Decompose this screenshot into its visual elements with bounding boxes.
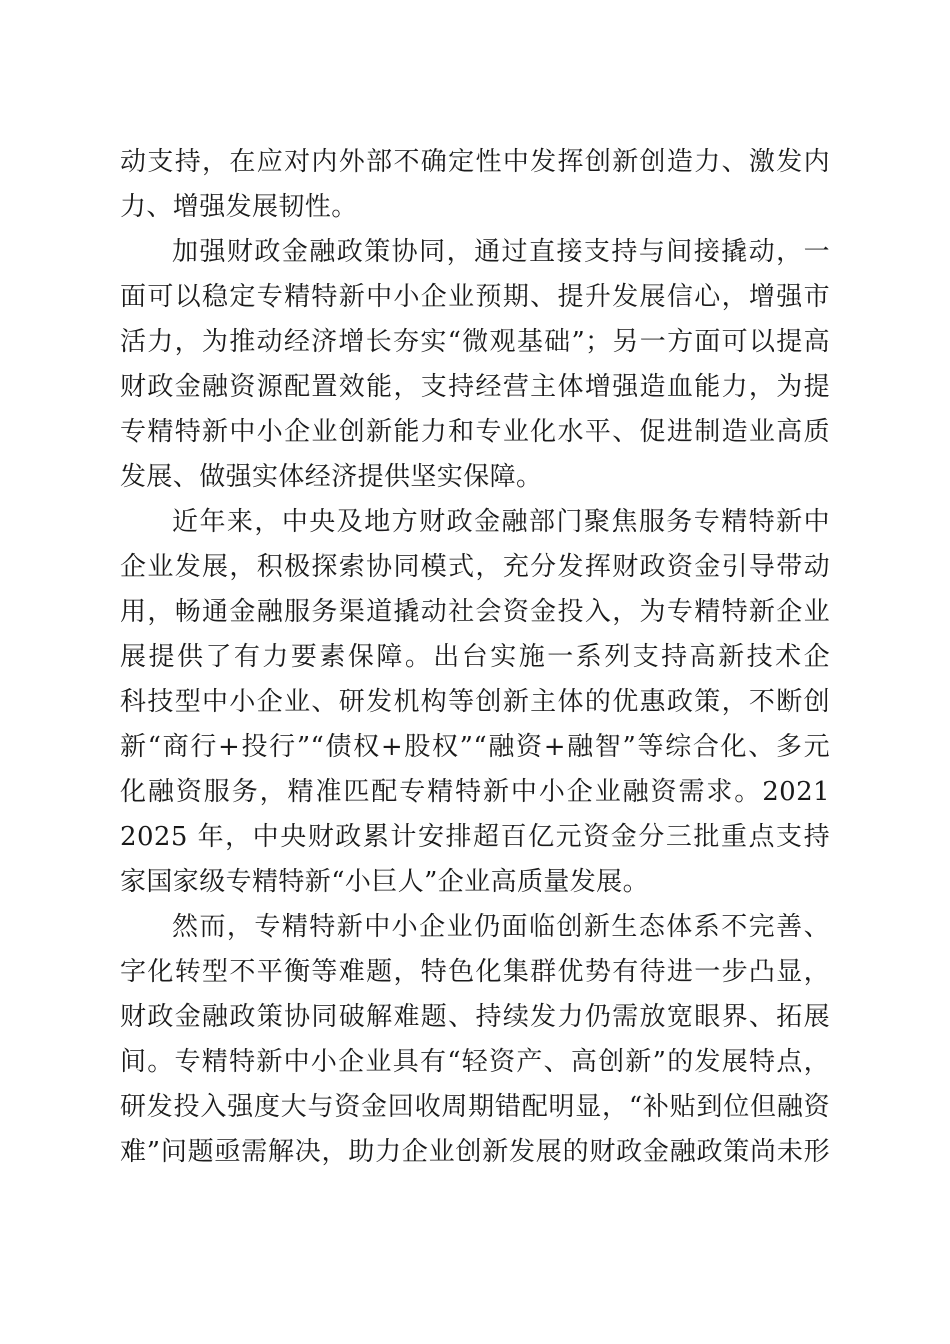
text-line: 难”问题亟需解决，助力企业创新发展的财政金融政策尚未形	[120, 1137, 830, 1167]
text-line: 近年来，中央及地方财政金融部门聚焦服务专精特新中	[172, 507, 830, 537]
text-line: 发展、做强实体经济提供坚实保障。	[120, 462, 543, 492]
text-line: 家国家级专精特新“小巨人”企业高质量发展。	[120, 867, 649, 897]
text-line: 企业发展，积极探索协同模式，充分发挥财政资金引导带动	[120, 552, 830, 582]
text-line: 化融资服务，精准匹配专精特新中小企业融资需求。2021	[120, 777, 830, 807]
text-line: 面可以稳定专精特新中小企业预期、提升发展信心，增强市	[120, 282, 830, 312]
text-line: 活力，为推动经济增长夯实“微观基础”；另一方面可以提高	[120, 327, 830, 357]
text-line: 财政金融政策协同破解难题、持续发力仍需放宽眼界、拓展	[120, 1002, 830, 1032]
text-line: 专精特新中小企业创新能力和专业化水平、促进制造业高质	[120, 417, 830, 447]
text-line: 展提供了有力要素保障。出台实施一系列支持高新技术企	[120, 642, 830, 672]
text-line: 加强财政金融政策协同，通过直接支持与间接撬动，一	[172, 237, 830, 267]
text-line: 财政金融资源配置效能，支持经营主体增强造血能力，为提	[120, 372, 830, 402]
text-line: 科技型中小企业、研发机构等创新主体的优惠政策，不断创	[120, 687, 830, 717]
text-line: 间。专精特新中小企业具有“轻资产、高创新”的发展特点，	[120, 1047, 830, 1077]
text-line: 2025 年，中央财政累计安排超百亿元资金分三批重点支持	[120, 822, 830, 852]
text-line: 用，畅通金融服务渠道撬动社会资金投入，为专精特新企业	[120, 597, 830, 627]
text-line: 字化转型不平衡等难题，特色化集群优势有待进一步凸显，	[120, 957, 830, 987]
document-body	[120, 140, 830, 1175]
paragraph-1	[120, 140, 830, 230]
text-line: 新“商行+投行”“债权+股权”“融资+融智”等综合化、多元	[120, 732, 830, 762]
text-line: 力、增强发展韧性。	[120, 192, 358, 222]
paragraph-2	[120, 230, 830, 500]
paragraph-3	[120, 500, 830, 905]
paragraph-4	[120, 905, 830, 1175]
text-line: 研发投入强度大与资金回收周期错配明显，“补贴到位但融资	[120, 1092, 830, 1122]
text-line: 动支持，在应对内外部不确定性中发挥创新创造力、激发内	[120, 147, 830, 177]
text-line: 然而，专精特新中小企业仍面临创新生态体系不完善、	[172, 912, 830, 942]
